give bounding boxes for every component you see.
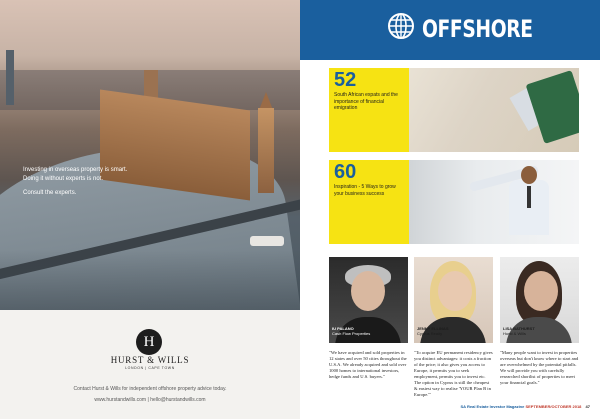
contact-links xyxy=(0,397,300,403)
tagline-line-2: Consult the experts. xyxy=(23,190,77,196)
passport-photo xyxy=(409,68,579,152)
expert-company: Cyprus Realty xyxy=(417,331,443,336)
expert-name-tag xyxy=(503,326,535,336)
feature-headline: South African expats and the importance of financial emigration xyxy=(334,92,398,111)
expert-name: IU PALANO xyxy=(332,326,354,331)
expert-name: JENNY ELLINAS xyxy=(417,326,449,331)
expert-name: LISA BATHURST xyxy=(503,326,535,331)
feature-page-number: 52 xyxy=(334,69,357,91)
brand-locations: LONDON | CAPE TOWN xyxy=(125,366,175,370)
contact-text: Contact Hurst & Wills for independent offshore property advice today. xyxy=(73,386,227,392)
feature-headline: Inspiration - 5 Ways to grow your business success xyxy=(334,184,396,197)
magazine-name: SA Real Estate Investor Magazine xyxy=(460,404,525,409)
expert-portrait xyxy=(414,257,493,343)
email-link[interactable]: hello@hurstandwills.com xyxy=(150,397,206,403)
london-aerial-photo xyxy=(0,0,300,310)
globe-icon xyxy=(387,12,415,40)
expert-profiles xyxy=(329,257,579,343)
page-footer xyxy=(460,404,590,409)
hurst-wills-logo-icon: H xyxy=(136,329,162,355)
expert-name-tag xyxy=(332,326,370,336)
tagline-line-1: Investing in overseas property is smart. Doing it without experts is not. xyxy=(23,167,128,182)
feature-page-number: 60 xyxy=(334,161,357,183)
businessman-photo xyxy=(409,160,579,244)
feature-story[interactable] xyxy=(329,160,579,244)
expert-quote: "To acquire EU permanent residency gives you distinct advantages: it costs a fraction of the price; it also gives you access to Europe, it permits you to seek employment, permits you to invest etc. The option in Cyprus is still the cheapest & easiest way to realise 'YOUR Plan B in Europe.'" xyxy=(414,350,493,397)
expert-company: Cash Flow Properties xyxy=(332,331,371,336)
expert-portrait xyxy=(500,257,579,343)
section-title: OFFSHORE xyxy=(422,15,533,43)
offshore-page xyxy=(300,0,600,419)
expert-quote: "We have acquired and sold properties in 12 states and over 50 cities throughout the U.S.A. We already acquired and sold over 1000 homes to international investors, hedge funds and U.S. buyers." xyxy=(329,350,407,379)
expert-portrait xyxy=(329,257,408,343)
feature-story[interactable] xyxy=(329,68,579,152)
issue-date: SEPTEMBER/OCTOBER 2018 xyxy=(525,404,582,409)
page-number: 47 xyxy=(585,404,590,409)
link-separator: | xyxy=(147,397,149,403)
brand-name: HURST & WILLS xyxy=(110,355,190,365)
expert-quote: "Many people want to invest in properties overseas but don't know where to start and are overwhelmed by the potential pitfalls. We will provide you with carefully researched shortlist of properties to meet your financial goals." xyxy=(500,350,579,385)
section-header xyxy=(300,0,600,60)
feature-label-box xyxy=(329,68,409,152)
expert-name-tag xyxy=(417,326,449,336)
website-link[interactable]: www.hurstandwills.com xyxy=(94,397,147,403)
expert-company: Hurst & Wills xyxy=(503,331,526,336)
feature-label-box xyxy=(329,160,409,244)
advert-tagline xyxy=(23,166,143,204)
